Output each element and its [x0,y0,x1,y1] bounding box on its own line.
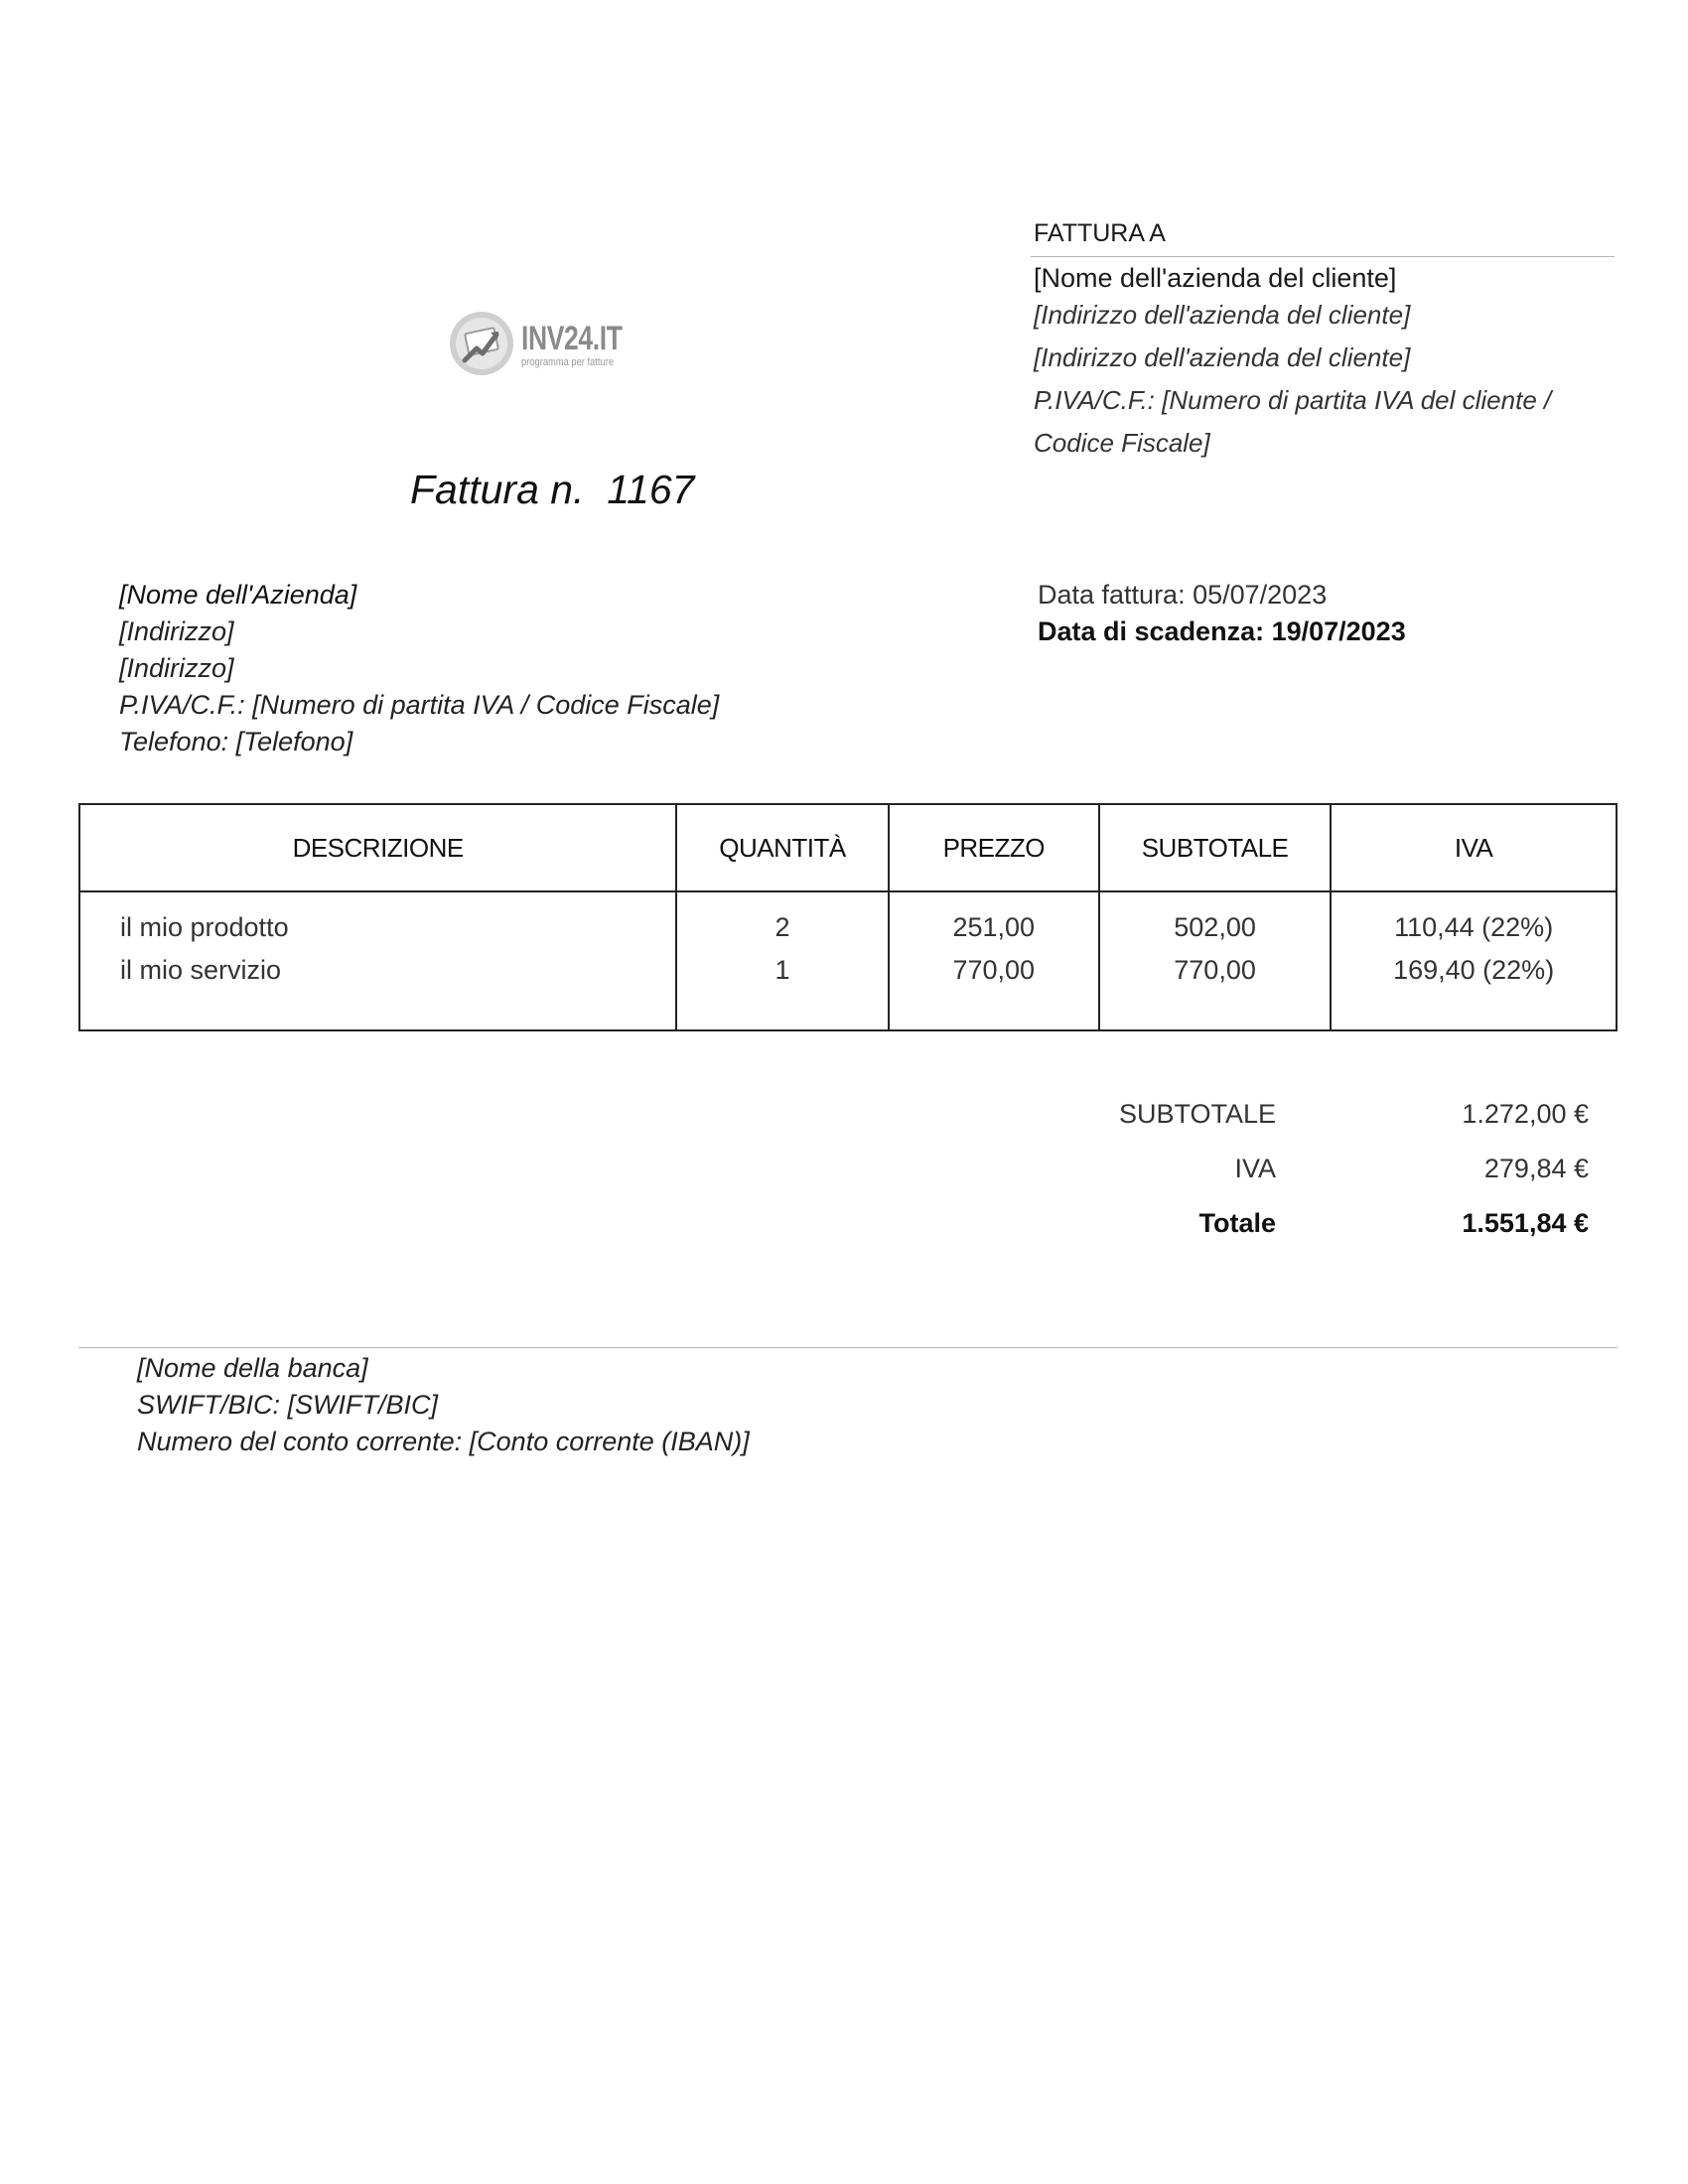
header-quantity: QUANTITÀ [676,804,888,891]
vat-value: 279,84 € [1483,1154,1589,1183]
cell-vat: 110,44 (22%) [1331,891,1617,949]
company-logo [447,306,655,385]
invoice-title: Fattura n. 1167 [410,467,695,512]
vat-label: IVA [1234,1154,1276,1183]
bank-swift: SWIFT/BIC: [SWIFT/BIC] [137,1390,438,1420]
cell-quantity: 2 [676,891,888,949]
subtotal-label: SUBTOTALE [1118,1099,1276,1129]
total-value: 1.551,84 € [1462,1208,1589,1238]
seller-address-1: [Indirizzo] [119,616,234,646]
cell-vat: 169,40 (22%) [1331,949,1617,992]
table-row [79,891,1617,949]
bank-account: Numero del conto corrente: [Conto corrente (IBAN)] [137,1427,750,1456]
seller-name: [Nome dell'Azienda] [119,580,357,610]
bank-block [137,1350,750,1460]
due-date: Data di scadenza: 19/07/2023 [1038,616,1406,646]
invoice-dates [1038,577,1406,650]
invoice-date: Data fattura: 05/07/2023 [1038,580,1328,610]
header-price: PREZZO [889,804,1099,891]
bank-name: [Nome della banca] [137,1353,368,1383]
bank-divider [78,1347,1618,1348]
header-vat: IVA [1331,804,1617,891]
total-row [1033,1208,1589,1263]
seller-block [119,577,914,760]
total-label: Totale [1198,1208,1276,1238]
header-subtotal: SUBTOTALE [1099,804,1331,891]
client-vat-line-2: Codice Fiscale] [1034,428,1210,458]
client-address-1: [Indirizzo dell'azienda del cliente] [1034,300,1411,330]
seller-address-2: [Indirizzo] [119,653,234,683]
table-row [79,949,1617,992]
totals-block [1033,1099,1589,1263]
table-spacer-row [79,992,1617,1030]
logo-subtitle: programma per fatture [521,356,615,368]
subtotal-row [1033,1099,1589,1154]
vat-row [1033,1154,1589,1208]
table-header-row [79,804,1617,891]
logo-badge-icon [447,309,516,378]
items-table [78,803,1618,1031]
client-vat-line-1: P.IVA/C.F.: [Numero di partita IVA del cliente / [1034,385,1552,415]
client-address-2: [Indirizzo dell'azienda del cliente] [1034,342,1411,372]
bill-to-block [1031,219,1615,465]
client-name: [Nome dell'azienda del cliente] [1034,263,1397,293]
seller-phone: Telefono: [Telefono] [119,727,353,756]
subtotal-value: 1.272,00 € [1462,1099,1589,1129]
cell-price: 251,00 [889,891,1099,949]
bill-to-heading: FATTURA A [1031,219,1615,257]
seller-vat: P.IVA/C.F.: [Numero di partita IVA / Codice Fiscale] [119,690,720,720]
cell-subtotal: 770,00 [1099,949,1331,992]
cell-quantity: 1 [676,949,888,992]
header-description: DESCRIZIONE [79,804,676,891]
cell-description: il mio prodotto [79,891,676,949]
cell-subtotal: 502,00 [1099,891,1331,949]
cell-price: 770,00 [889,949,1099,992]
logo-text: INV24.IT [521,320,623,357]
cell-description: il mio servizio [79,949,676,992]
